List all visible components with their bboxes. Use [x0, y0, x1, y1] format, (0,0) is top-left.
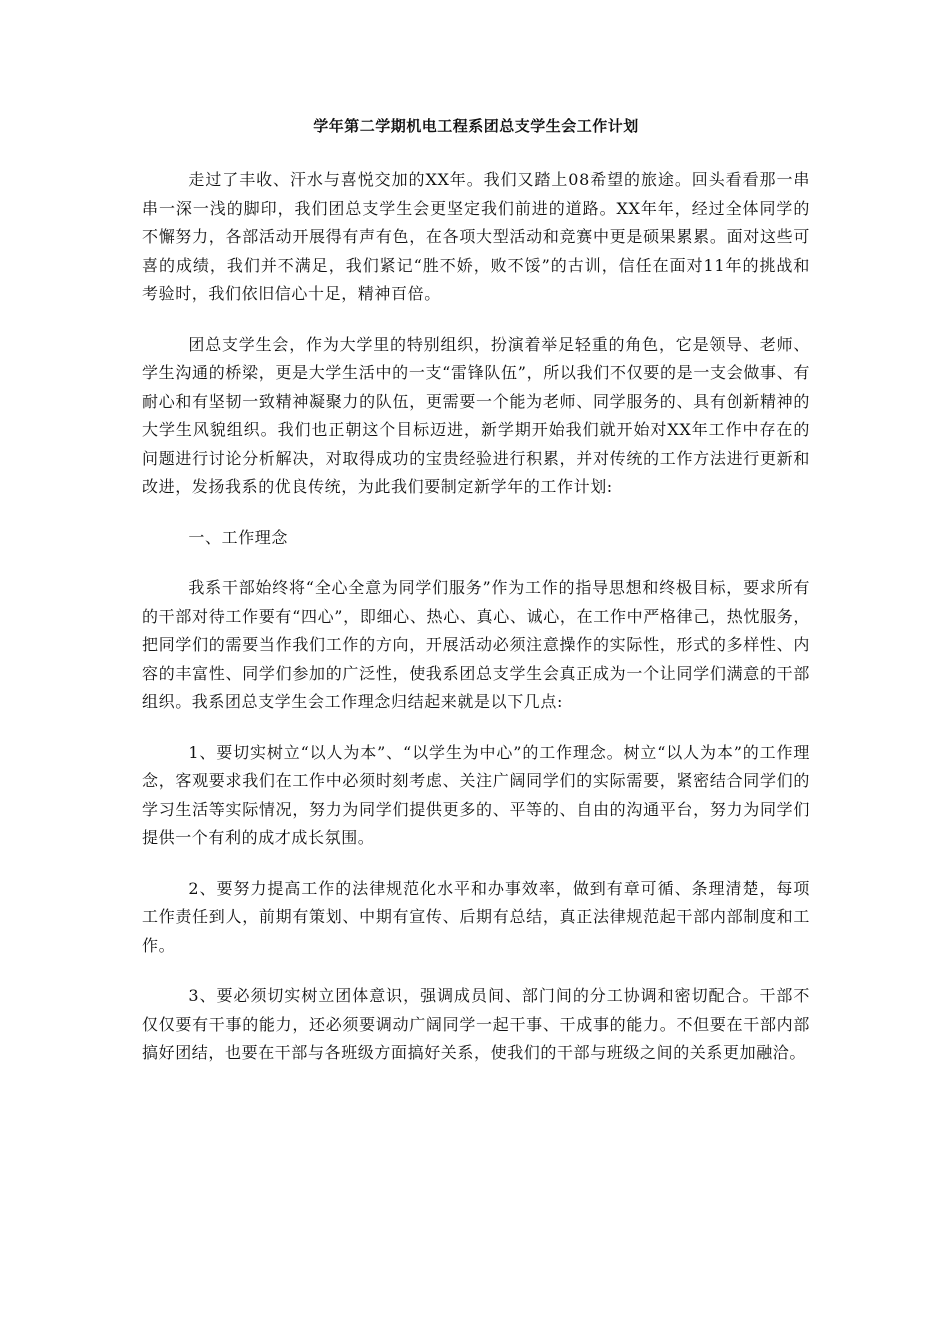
point-paragraph-3: 3、要必须切实树立团体意识，强调成员间、部门间的分工协调和密切配合。干部不仅仅要有干事的能力，还必须要调动广阔同学一起干事、干成事的能力。不但要在干部内部搞好团结，也要在干部与各班级方面搞好关系，使我们的干部与班级之间的关系更加融洽。: [142, 986, 810, 1062]
section-heading: 一、工作理念: [188, 527, 288, 547]
intro-paragraph-2: 团总支学生会，作为大学里的特别组织，扮演着举足轻重的角色，它是领导、老师、学生沟通的桥梁，更是大学生活中的一支“雷锋队伍”，所以我们不仅要的是一支会做事、有耐心和有坚韧一致精神凝聚力的队伍，更需要一个能为老师、同学服务的、具有创新精神的大学生风貌组织。我们也正朝这个目标迈进，新学期开始我们就开始对XX年工作中存在的问题进行讨论分析解决，对取得成功的宝贵经验进行积累，并对传统的工作方法进行更新和改进，发扬我系的优良传统，为此我们要制定新学年的工作计划:: [142, 334, 810, 496]
intro-paragraph-1: 走过了丰收、汗水与喜悦交加的XX年。我们又踏上08希望的旅途。回头看看那一串串一深一浅的脚印，我们团总支学生会更坚定我们前进的道路。XX年年，经过全体同学的不懈努力，各部活动开展得有声有色，在各项大型活动和竞赛中更是硕果累累。面对这些可喜的成绩，我们并不满足，我们紧记“胜不娇，败不馁”的古训，信任在面对11年的挑战和考验时，我们依旧信心十足，精神百倍。: [142, 170, 810, 303]
point-paragraph-1: 1、要切实树立“以人为本”、“以学生为中心”的工作理念。树立“以人为本”的工作理念，客观要求我们在工作中必须时刻考虑、关注广阔同学们的实际需要，紧密结合同学们的学习生活等实际情况，努力为同学们提供更多的、平等的、自由的沟通平台，努力为同学们提供一个有利的成才成长氛围。: [142, 742, 810, 847]
section-intro-paragraph: 我系干部始终将“全心全意为同学们服务”作为工作的指导思想和终极目标，要求所有的干部对待工作要有“四心”，即细心、热心、真心、诚心，在工作中严格律己，热忱服务，把同学们的需要当作我们工作的方向，开展活动必须注意操作的实际性，形式的多样性、内容的丰富性、同学们参加的广泛性，使我系团总支学生会真正成为一个让同学们满意的干部组织。我系团总支学生会工作理念归结起来就是以下几点:: [142, 578, 810, 711]
point-paragraph-2: 2、要努力提高工作的法律规范化水平和办事效率，做到有章可循、条理清楚，每项工作责任到人，前期有策划、中期有宣传、后期有总结，真正法律规范起干部内部制度和工作。: [142, 878, 810, 955]
document-title: 学年第二学期机电工程系团总支学生会工作计划: [313, 117, 639, 135]
